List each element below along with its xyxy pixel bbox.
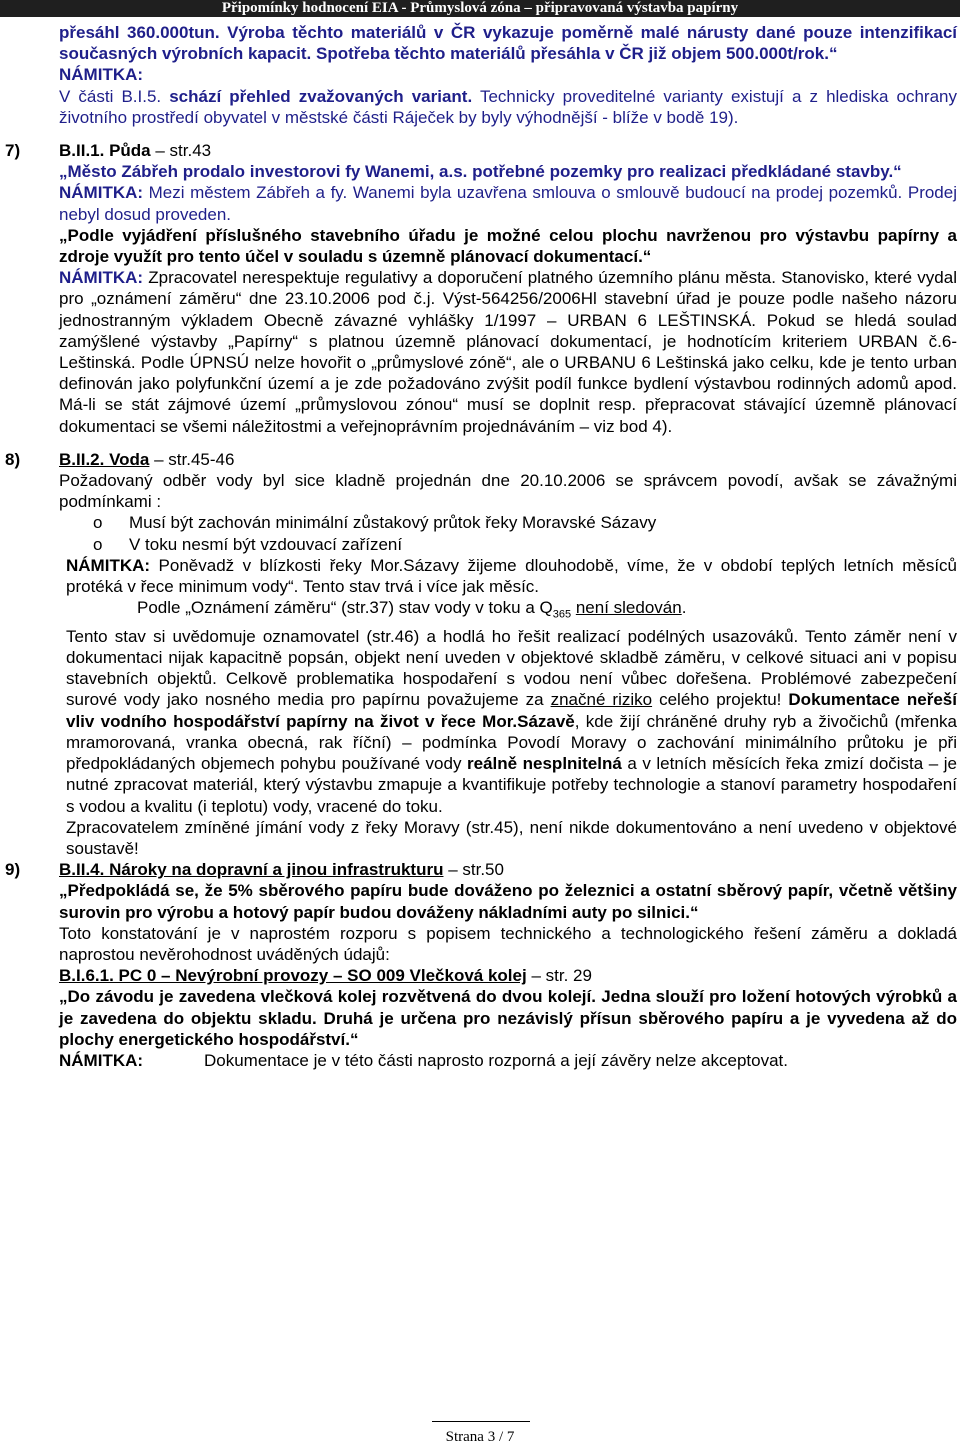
text: , kde žijí chráněné druhy ryb a živočichů (mřenka mramorovaná, vranka obecná, rak říční) – podmínka Povodí Moravy o zachování minimálního průtoku je při předpokládaných objemech pohybu používané vody [66,711,957,774]
quote: „Podle vyjádření příslušného stavebního úřadu je možné celou plochu navrženou pro výstavbu papírny a zdroje využít pro tento účel v souladu s územně plánovací dokumentací.“ [59,225,957,267]
paragraph-intro: přesáhl 360.000tun. Výroba těchto materiálů v ČR vykazuje poměrně malé nárusty dané pouze intenzifikací současných výrobních kapacit. Spotřeba těchto materiálů přesáhla v ČR již objem 500.000t/rok.“ [59,23,957,64]
heading-title: B.II.1. Půda [59,141,151,161]
page-footer [0,1427,960,1448]
objection [59,555,957,597]
paragraph: Toto konstatování je v naprostém rozporu s popisem technického a technologického řešení záměru a dokladá naprostou nevěrohodnost uváděných údajů: [59,923,957,964]
paragraph-variants [59,86,957,128]
heading-page: – str.43 [150,141,212,161]
objection-label: NÁMITKA: [66,555,151,575]
section-number: 9) [5,860,21,880]
reference [59,965,957,986]
objection-label: NÁMITKA: [59,1050,144,1070]
paragraph-q365: Podle „Oznámení záměru“ (str.37) stav vody v toku a $Q_{365}$ není sledován. [137,598,687,621]
objection [59,1050,957,1071]
page-number: Strana 3 / 7 [445,1429,515,1445]
document-body [5,22,957,1071]
section-heading [59,140,957,161]
subscript: 365 [552,608,572,621]
text: a v letních měsících řeka zmizí dočista – je nutné zpracovat materiál, který výstavbu zmapuje a kvantifikuje potřeby technologie a stanoví parametry hospodaření s vodou a kvalitu (i teplotu) vody, vracené do toku. [66,754,957,816]
objection [59,267,957,437]
objection-text: Mezi městem Zábřeh a fy. Wanemi byla uzavřena smlouva o smlouvě budoucí na prodej pozemků. Prodej nebyl dosud proveden. [59,183,957,224]
objection-text: Dokumentace je v této části naprosto rozporná a její závěry nelze akceptovat. [204,1050,788,1070]
section-heading [59,859,957,880]
paragraph: Požadovaný odběr vody byl sice kladně projednán dne 20.10.2006 se správcem povodí, avšak se závažnými podmínkami : [59,471,957,512]
list-item-text: Musí být zachován minimální zůstakový průtok řeky Moravské Sázavy [129,513,657,533]
text-underlined: není sledován [575,598,682,618]
list-item-text: V toku nesmí být vzdouvací zařízení [129,534,403,554]
quote: „Předpokládá se, že 5% sběrového papíru bude dováženo po železnici a ostatní sběrový papír, včetně většiny surovin pro výrobu a hotový papír budou dováženy nákladními auty po silnici.“ [59,881,957,922]
text: Tento stav si uvědomuje oznamovatel (str.46) a hodlá ho řešit realizací podélných usazováků. Tento záměr není v dokumentaci nijak kapacitně popsán, objekt není uveden v objektové skladbě záměru, v celkové situaci ani v popisu stavebních objektů. Celkově problematika hospodaření s vodou není vůbec dořešena. Problémové zabezpečení surové vody jako nosného media pro papírnu považujeme za [66,626,957,710]
heading-page: – str.50 [443,860,504,880]
heading-title: B.II.4. Nároky na dopravní a jinou infrastrukturu [59,860,444,880]
text: Podle „Oznámení záměru“ (str.37) stav vody v toku a Q [137,598,553,618]
objection-text: Zpracovatel nerespektuje regulativy a doporučení platného územního plánu města. Stanovisko, které vydal pro „oznámení záměru“ dne 23.10.2006 pod č.j. Výst-564256/2006Hl stavební úřad je pouze podle našeho názoru jednostranným výkladem Obecně závazné vyhlášky 1/1997 – URBAN 6 LEŠTINSKÁ. Pokud se hledá soulad zamýšlené výstavby „Papírny“ s platnou územně plánovací dokumentací, je hodnotícím kriteriem URBAN č.6-Leštinská. Podle ÚPNSÚ nelze hovořit o „průmyslové zóně“, ale o URBANU 6 Leštinská jako celku, kde je tento urban definován jako polyfunkční území a je zde požadováno zvýšit podíl funkce bydlení výstavbou rodinných adomů apod. Má-li se stát zájmové území „průmyslovou zónou“ musí se doplnit resp. přepracovat stávající územně plánovací dokumentaci se všemi náležitostmi a veřejnoprávním projednáváním – viz bod 4). [59,268,957,436]
paragraph [59,626,957,817]
text-bold: schází přehled zvažovaných variant. [169,86,473,106]
bullet-mark: o [93,534,103,554]
objection-label: NÁMITKA: [59,65,144,85]
quote: „Město Zábřeh prodalo investorovi fy Wanemi, a.s. potřebné pozemky pro realizaci předkládané stavby.“ [59,162,902,182]
heading-page: – str.45-46 [149,449,235,469]
list-item [93,534,957,555]
objection-label: NÁMITKA: [59,268,144,288]
list-item [93,512,957,533]
paragraph: Zpracovatelem zmíněné jímání vody z řeky Moravy (str.45), není nikde dokumentováno a není uvedeno v objektové soustavě! [66,817,957,858]
section-heading [59,449,957,470]
section-8 [5,449,957,859]
bullet-mark: o [93,513,103,533]
footer-rule [432,1421,530,1422]
text: V části B.I.5. [59,86,170,106]
objection-text: Poněvadž v blízkosti řeky Mor.Sázavy žijeme dlouhodobě, víme, že v období teplých letních měsíců protéká v řece minimum vody“. Tento stav trvá i více jak měsíc. [66,555,957,597]
objection [59,182,957,224]
text-bold: reálně nesplnitelná [467,754,622,774]
reference-title: B.I.6.1. PC 0 – Nevýrobní provozy – SO 009 Vlečková kolej [59,966,527,986]
quote: „Do závodu je zavedena vlečková kolej rozvětvená do dvou kolejí. Jedna slouží pro ložení hotových výrobků a je zavedena do objektu skladu. Druhá je určena pro nezávislý přísun sběrového papíru a je vyvedena až do plochy energetického hospodářství.“ [59,987,957,1049]
heading-title: B.II.2. Voda [59,449,150,469]
document-header: Připomínky hodnocení EIA - Průmyslová zóna – připravovaná výstavba papírny [0,0,960,17]
section-9 [5,859,957,1071]
text: Technicky proveditelné varianty existují a z hlediska ochrany životního prostředí obyvatel v městské části Ráječek by byly výhodnější - blíže v bodě 19). [59,86,957,127]
text-bold: Dokumentace neřeší vliv vodního hospodářství papírny na život v řece Mor.Sázavě [66,690,957,731]
text: celého projektu! [652,690,789,710]
section-7 [5,140,957,437]
text-underlined: značné riziko [550,690,653,710]
section-number: 8) [5,449,21,469]
objection-label: NÁMITKA: [59,183,144,203]
section-number: 7) [5,141,21,161]
reference-page: – str. 29 [526,966,592,986]
